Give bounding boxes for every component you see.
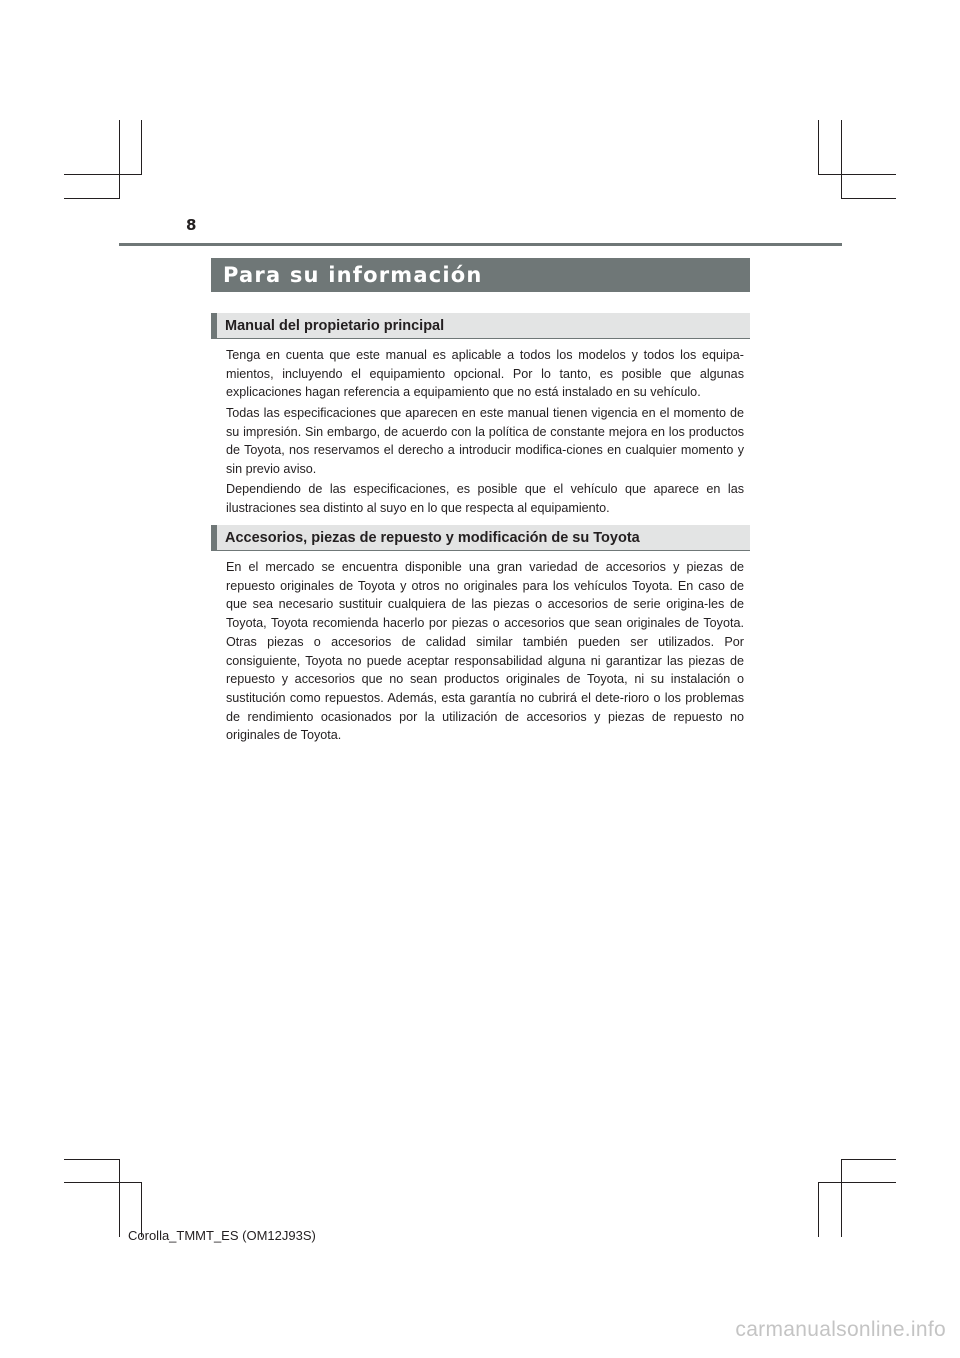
document-footer: Corolla_TMMT_ES (OM12J93S) (128, 1228, 316, 1243)
crop-mark-tr-vertical-1 (818, 120, 819, 174)
paragraph: Dependiendo de las especificaciones, es posible que el vehículo que aparece en las ilustraciones sea distinto al suyo en lo que respecta al equipamiento. (226, 482, 744, 515)
crop-mark-tr-horizontal-1 (818, 174, 896, 175)
crop-mark-br-vertical-1 (841, 1159, 842, 1237)
crop-mark-br-vertical-2 (818, 1182, 819, 1237)
paragraph: Todas las especificaciones que aparecen en este manual tienen vigencia en el momento de su impresión. Sin embargo, de acuerdo con la política de constante mejora en los productos de Toyota, nos reservamos el derecho a introducir modifica-ciones en cualquier momento y sin previo aviso. (226, 406, 744, 477)
watermark: carmanualsonline.info (735, 1318, 946, 1341)
crop-mark-bl-vertical-1 (119, 1159, 120, 1237)
crop-mark-tl-horizontal-1 (64, 174, 142, 175)
paragraph: En el mercado se encuentra disponible una gran variedad de accesorios y piezas de repuesto originales de Toyota y otros no originales para los vehículos Toyota. En caso de que sea necesario sustituir cualquiera de las piezas o accesorios de serie origina-les de Toyota, Toyota recomienda hacerlo por piezas o accesorios que sean originales de Toyota. Otras piezas o accesorios de calidad similar también pueden ser utilizados. Por consiguiente, Toyota no puede aceptar responsabilidad alguna ni garantizar las piezas de repuesto y accesorios que no sean productos originales de Toyota, ni su instalación o sustitución como repuestos. Además, esta garantía no cubrirá el dete-rioro o los problemas de rendimiento ocasionados por la utilización de accesorios y piezas de repuesto no originales de Toyota. (226, 560, 744, 743)
header-rule (119, 243, 842, 246)
crop-mark-br-horizontal-2 (818, 1182, 896, 1183)
crop-mark-br-horizontal-1 (841, 1159, 896, 1160)
section-heading-manual (211, 313, 750, 339)
crop-mark-tl-vertical-1 (119, 120, 120, 198)
crop-mark-bl-horizontal-2 (64, 1182, 142, 1183)
section-heading-text: Accesorios, piezas de repuesto y modificación de su Toyota (225, 529, 640, 546)
crop-mark-tr-horizontal-2 (841, 198, 896, 199)
paragraph: Tenga en cuenta que este manual es aplicable a todos los modelos y todos los equipa-mientos, incluyendo el equipamiento opcional. Por lo tanto, es posible que algunas explicaciones hagan referencia a equipamiento que no está instalado en su vehículo. (226, 348, 744, 400)
crop-mark-bl-horizontal-1 (64, 1159, 120, 1160)
crop-mark-tr-vertical-2 (841, 120, 842, 198)
section-heading-accessories (211, 525, 750, 551)
crop-mark-tl-vertical-2 (141, 120, 142, 174)
page-number: 8 (186, 216, 197, 234)
page-title: Para su información (223, 263, 483, 287)
crop-mark-tl-horizontal-2 (64, 198, 120, 199)
section-heading-text: Manual del propietario principal (225, 317, 445, 334)
chapter-title-bar (211, 258, 750, 292)
